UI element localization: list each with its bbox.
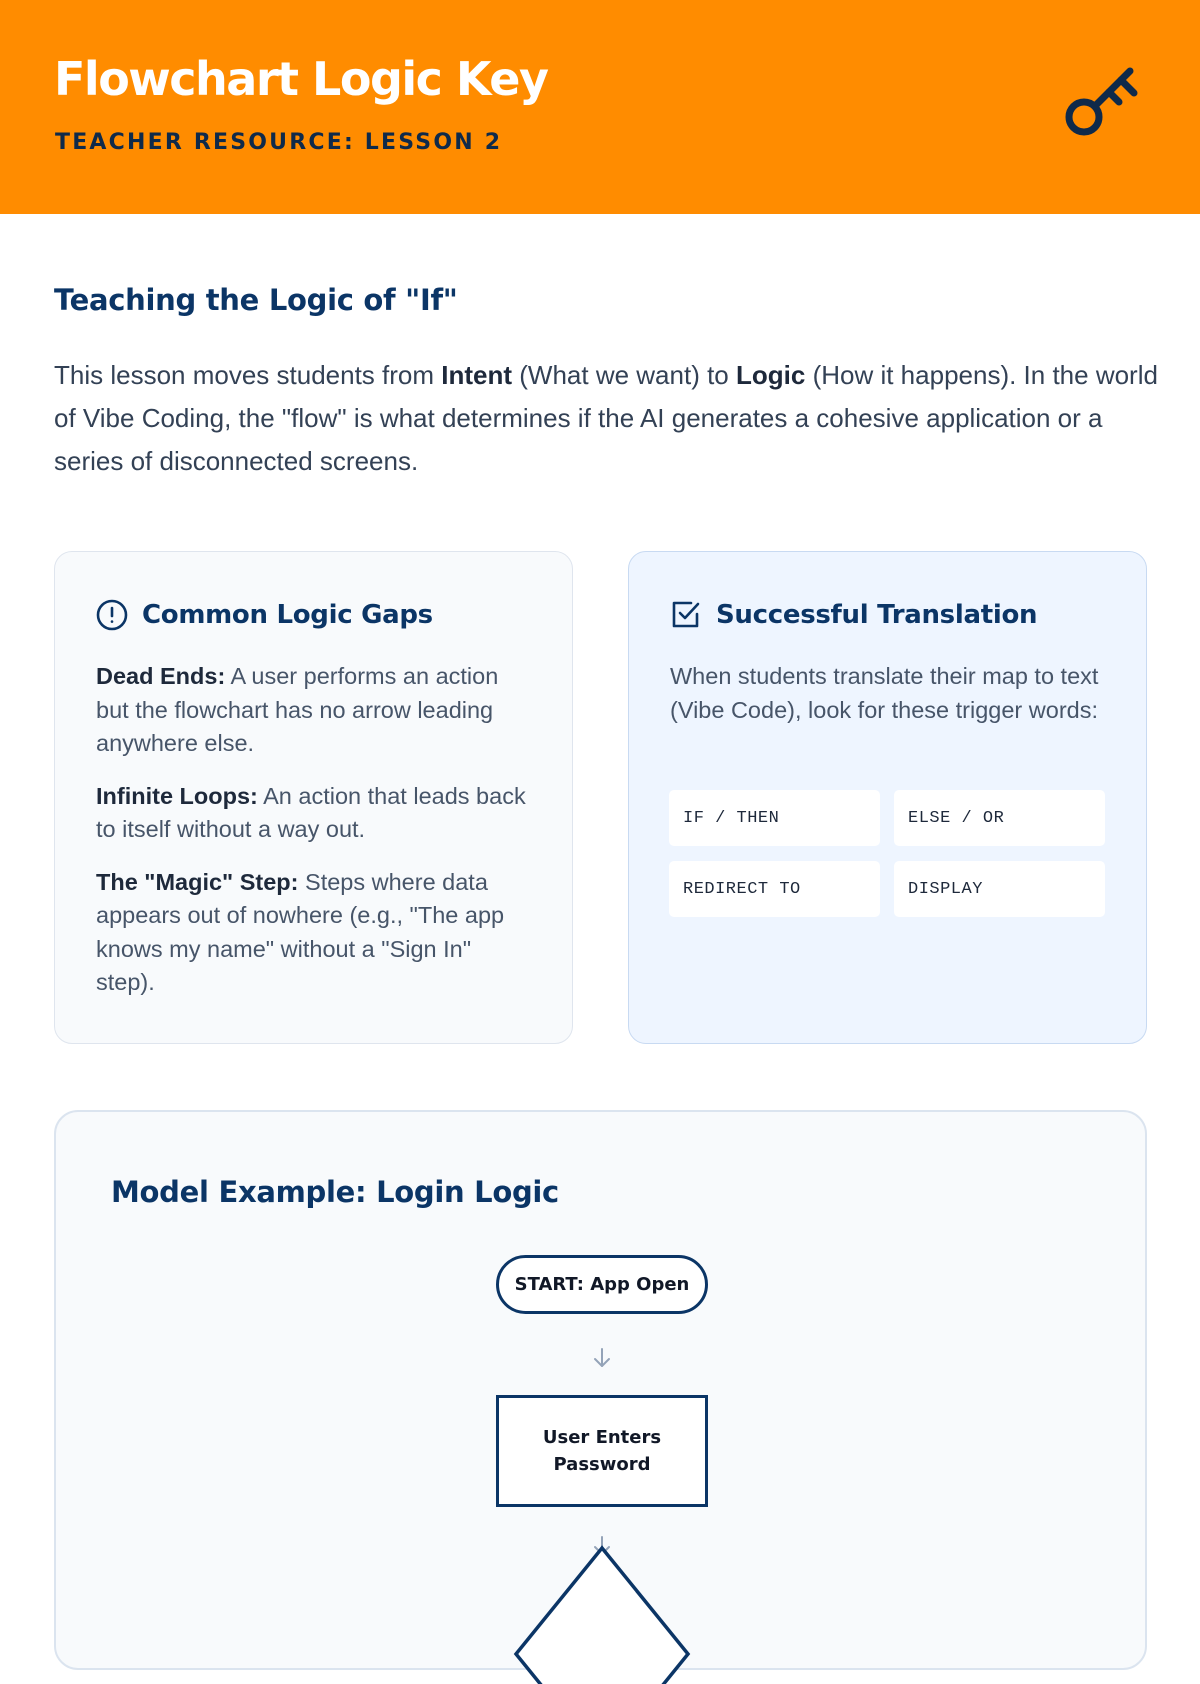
trigger-words-grid: [669, 790, 1106, 917]
gap-item-magic-step: The "Magic" Step: Steps where data appears out of nowhere (e.g., "The app knows my name" without a "Sign In" step).: [96, 868, 505, 995]
success-card-text: When students translate their map to text (Vibe Code), look for these trigger words:: [670, 663, 1099, 723]
flowchart-start-node: START: App Open: [496, 1255, 708, 1314]
section-heading: Teaching the Logic of "If": [54, 283, 458, 317]
trigger-word-tag: ELSE / OR: [894, 790, 1105, 846]
checkbox-icon: [669, 598, 703, 632]
model-example-title: Model Example: Login Logic: [111, 1175, 559, 1209]
intro-bold-logic: Logic: [736, 360, 806, 390]
key-icon: [1064, 62, 1148, 146]
arrow-down-icon: [588, 1344, 616, 1372]
successful-translation-card: [628, 551, 1147, 1044]
page-title: Flowchart Logic Key: [54, 52, 548, 106]
gap-item-dead-ends: Dead Ends: A user performs an action but the flowchart has no arrow leading anywhere else.: [96, 663, 499, 756]
trigger-word-tag: IF / THEN: [669, 790, 880, 846]
flowchart-decision-node: [512, 1544, 692, 1684]
gap-item-infinite-loops: Infinite Loops: An action that leads back to itself without a way out.: [96, 782, 526, 842]
page-subtitle: TEACHER RESOURCE: LESSON 2: [55, 130, 503, 155]
gaps-card-title: Common Logic Gaps: [142, 600, 433, 630]
trigger-word-tag: REDIRECT TO: [669, 861, 880, 917]
success-card-title: Successful Translation: [716, 600, 1038, 630]
model-example-panel: [54, 1110, 1147, 1670]
alert-circle-icon: [95, 598, 129, 632]
flowchart-process-node: User Enters Password: [496, 1395, 708, 1507]
intro-paragraph: This lesson moves students from Intent (What we want) to Logic (How it happens). In the world of Vibe Coding, the "flow" is what determines if the AI generates a cohesive application or a series of disconnected screens.: [54, 360, 1158, 476]
trigger-word-tag: DISPLAY: [894, 861, 1105, 917]
common-logic-gaps-card: [54, 551, 573, 1044]
page-header: [0, 0, 1200, 214]
intro-bold-intent: Intent: [441, 360, 513, 390]
